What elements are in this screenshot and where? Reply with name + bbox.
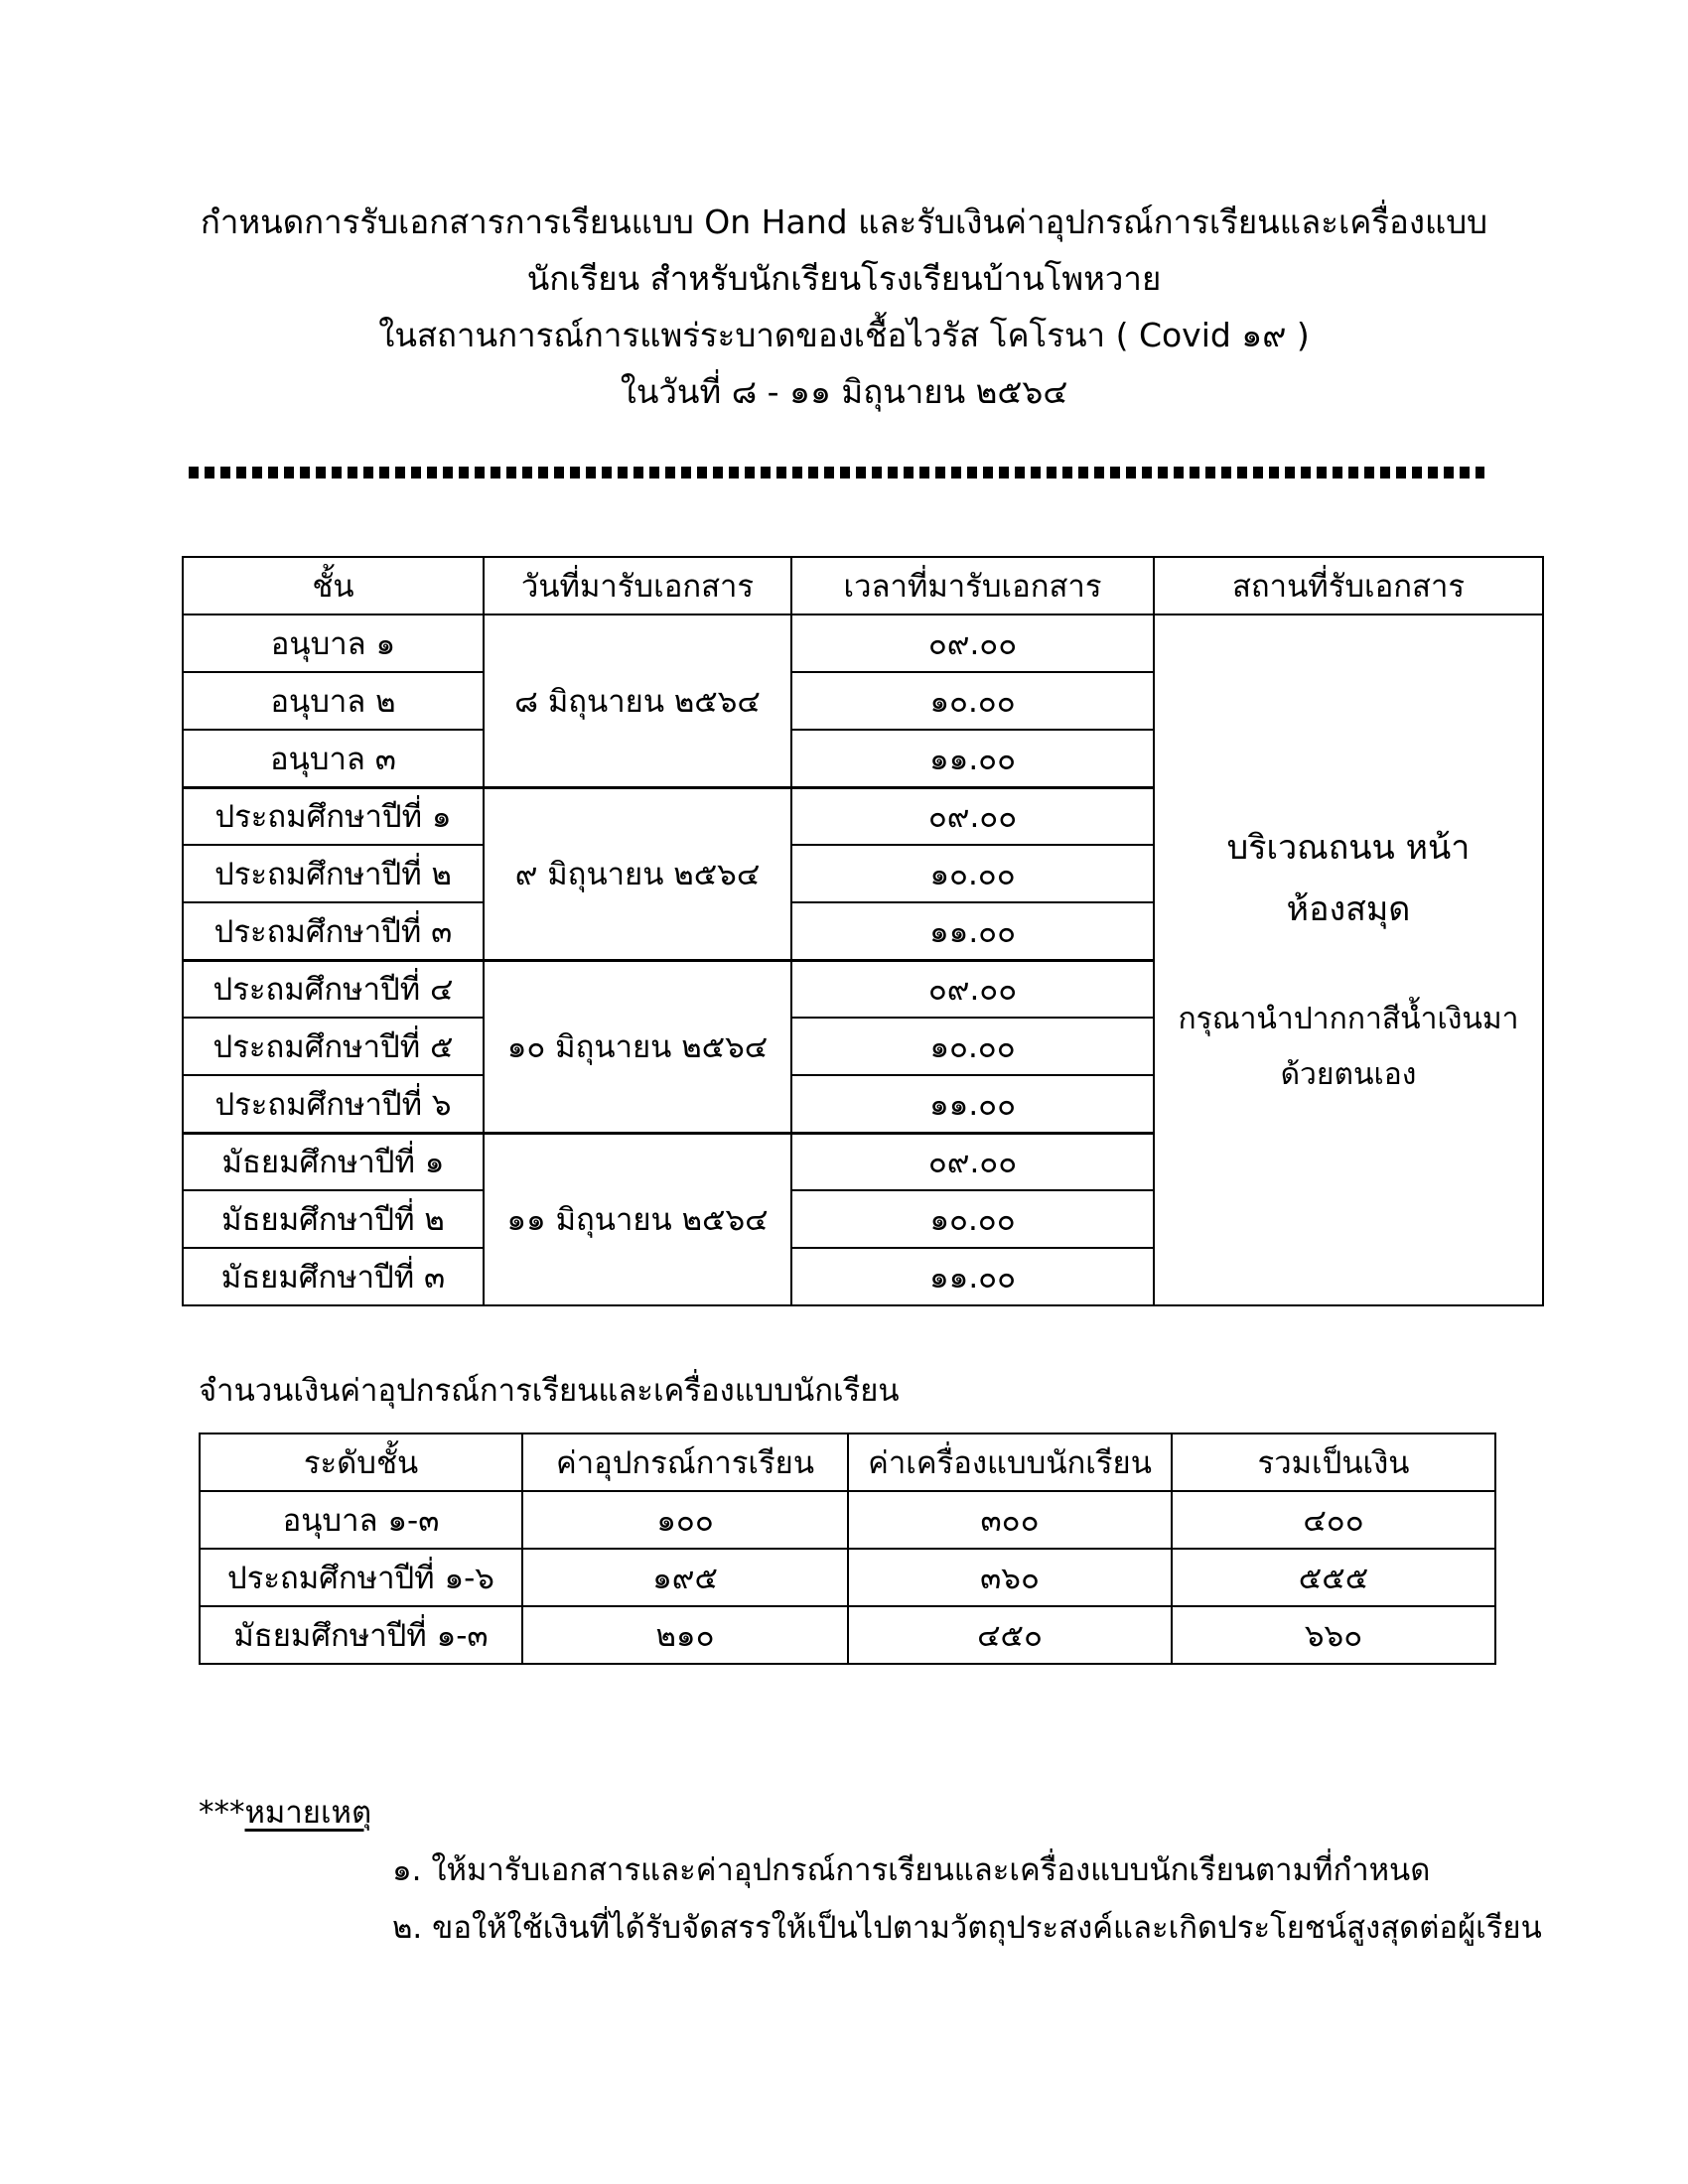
grade-cell: ประถมศึกษาปีที่ ๖ (183, 1075, 484, 1133)
note-item-1: ๑. ให้มารับเอกสารและค่าอุปกรณ์การเรียนและเครื่องแบบนักเรียนตามที่กำหนด (392, 1852, 1431, 1888)
header-grade: ชั้น (183, 557, 484, 614)
dotted-separator (189, 467, 1484, 478)
total-cell: ๖๖๐ (1172, 1606, 1495, 1664)
schedule-table (182, 556, 1544, 1306)
time-cell: ๐๙.๐๐ (791, 1133, 1154, 1190)
date-cell: ๙ มิถุนายน ๒๕๖๔ (484, 787, 791, 960)
date-cell: ๘ มิถุนายน ๒๕๖๔ (484, 614, 791, 787)
header-place: สถานที่รับเอกสาร (1154, 557, 1543, 614)
notes-prefix: *** (199, 1795, 245, 1831)
level-cell: อนุบาล ๑-๓ (200, 1491, 522, 1549)
title-line-4: ในวันที่ ๘ - ๑๑ มิถุนายน ๒๕๖๔ (620, 372, 1068, 411)
total-cell: ๕๕๕ (1172, 1549, 1495, 1606)
time-cell: ๑๑.๐๐ (791, 730, 1154, 787)
grade-cell: อนุบาล ๑ (183, 614, 484, 672)
place-note-2: ด้วยตนเอง (1280, 1057, 1417, 1092)
cost-heading: จำนวนเงินค่าอุปกรณ์การเรียนและเครื่องแบบนักเรียน (199, 1373, 900, 1409)
document-title (0, 194, 1688, 420)
header-date: วันที่มารับเอกสาร (484, 557, 791, 614)
table-header-row (183, 557, 1543, 614)
table-row (200, 1491, 1495, 1549)
table-row (200, 1606, 1495, 1664)
uniform-cell: ๓๖๐ (848, 1549, 1172, 1606)
header-total: รวมเป็นเงิน (1172, 1433, 1495, 1491)
uniform-cell: ๔๕๐ (848, 1606, 1172, 1664)
time-cell: ๑๑.๐๐ (791, 1075, 1154, 1133)
title-line-1: กำหนดการรับเอกสารการเรียนแบบ On Hand และรับเงินค่าอุปกรณ์การเรียนและเครื่องแบบ (200, 203, 1488, 241)
header-uniform: ค่าเครื่องแบบนักเรียน (848, 1433, 1172, 1491)
notes-heading (199, 1787, 371, 1837)
grade-cell: ประถมศึกษาปีที่ ๑ (183, 787, 484, 845)
supplies-cell: ๑๐๐ (522, 1491, 848, 1549)
grade-cell: มัธยมศึกษาปีที่ ๓ (183, 1248, 484, 1305)
grade-cell: ประถมศึกษาปีที่ ๓ (183, 902, 484, 960)
title-line-2: นักเรียน สำหรับนักเรียนโรงเรียนบ้านโพหวาย (526, 259, 1162, 298)
date-cell: ๑๐ มิถุนายน ๒๕๖๔ (484, 960, 791, 1133)
table-row (183, 614, 1543, 672)
level-cell: มัธยมศึกษาปีที่ ๑-๓ (200, 1606, 522, 1664)
time-cell: ๑๑.๐๐ (791, 902, 1154, 960)
header-time: เวลาที่มารับเอกสาร (791, 557, 1154, 614)
place-line-1: บริเวณถนน หน้า (1226, 828, 1471, 868)
time-cell: ๐๙.๐๐ (791, 614, 1154, 672)
time-cell: ๑๐.๐๐ (791, 1190, 1154, 1248)
grade-cell: ประถมศึกษาปีที่ ๔ (183, 960, 484, 1018)
grade-cell: มัธยมศึกษาปีที่ ๑ (183, 1133, 484, 1190)
header-supplies: ค่าอุปกรณ์การเรียน (522, 1433, 848, 1491)
notes-title: หมายเหตุ (244, 1795, 372, 1831)
grade-cell: อนุบาล ๒ (183, 672, 484, 730)
place-line-2: ห้องสมุด (1286, 889, 1411, 929)
level-cell: ประถมศึกษาปีที่ ๑-๖ (200, 1549, 522, 1606)
place-cell (1154, 614, 1543, 1305)
header-level: ระดับชั้น (200, 1433, 522, 1491)
grade-cell: ประถมศึกษาปีที่ ๕ (183, 1018, 484, 1075)
table-header-row (200, 1433, 1495, 1491)
time-cell: ๑๑.๐๐ (791, 1248, 1154, 1305)
time-cell: ๑๐.๐๐ (791, 845, 1154, 902)
grade-cell: อนุบาล ๓ (183, 730, 484, 787)
title-line-3: ในสถานการณ์การแพร่ระบาดของเชื้อไวรัส โคโรนา ( Covid ๑๙ ) (378, 316, 1310, 354)
total-cell: ๔๐๐ (1172, 1491, 1495, 1549)
time-cell: ๐๙.๐๐ (791, 787, 1154, 845)
grade-cell: มัธยมศึกษาปีที่ ๒ (183, 1190, 484, 1248)
date-cell: ๑๑ มิถุนายน ๒๕๖๔ (484, 1133, 791, 1305)
cost-table (199, 1433, 1496, 1665)
place-note-1: กรุณานำปากกาสีน้ำเงินมา (1178, 1002, 1519, 1036)
time-cell: ๐๙.๐๐ (791, 960, 1154, 1018)
supplies-cell: ๒๑๐ (522, 1606, 848, 1664)
table-row (200, 1549, 1495, 1606)
note-item-2: ๒. ขอให้ใช้เงินที่ได้รับจัดสรรให้เป็นไปตามวัตถุประสงค์และเกิดประโยชน์สูงสุดต่อผู้เรียน (392, 1910, 1542, 1946)
time-cell: ๑๐.๐๐ (791, 672, 1154, 730)
supplies-cell: ๑๙๕ (522, 1549, 848, 1606)
grade-cell: ประถมศึกษาปีที่ ๒ (183, 845, 484, 902)
uniform-cell: ๓๐๐ (848, 1491, 1172, 1549)
time-cell: ๑๐.๐๐ (791, 1018, 1154, 1075)
